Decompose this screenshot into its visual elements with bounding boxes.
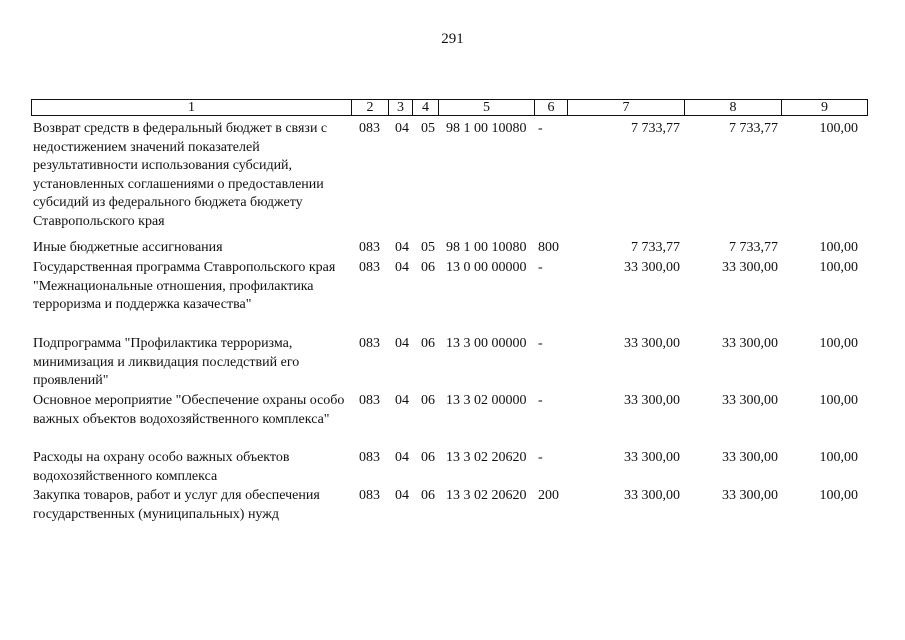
- col-6-value: 200: [538, 488, 559, 503]
- col-9-value: 100,00: [819, 393, 858, 408]
- col-8-value: 33 300,00: [722, 393, 778, 408]
- col-5-value: 13 3 02 00000: [446, 393, 527, 408]
- table-header: [31, 99, 868, 116]
- col-7-value: 7 733,77: [631, 240, 680, 255]
- col-9-value: 100,00: [819, 240, 858, 255]
- col-8-value: 33 300,00: [722, 450, 778, 465]
- row-description: Иные бюджетные ассигнования: [33, 240, 223, 255]
- col-5-value: 13 3 00 00000: [446, 336, 527, 351]
- col-9-value: 100,00: [819, 450, 858, 465]
- row-description: Закупка товаров, работ и услуг для обеспечения государственных (муниципальных) нужд: [33, 488, 320, 522]
- col-4-value: 06: [421, 336, 435, 351]
- col-2-value: 083: [359, 450, 380, 465]
- col-9-value: 100,00: [819, 336, 858, 351]
- col-9-value: 100,00: [819, 121, 858, 136]
- col-9-value: 100,00: [819, 260, 858, 275]
- col-3-value: 04: [395, 260, 409, 275]
- col-8-value: 33 300,00: [722, 488, 778, 503]
- col-2-value: 083: [359, 240, 380, 255]
- col-2-value: 083: [359, 488, 380, 503]
- col-4-value: 06: [421, 450, 435, 465]
- col-6-value: -: [538, 393, 543, 408]
- col-2-value: 083: [359, 121, 380, 136]
- row-description: Основное мероприятие "Обеспечение охраны особо важных объектов водохозяйственного комплекса": [33, 393, 345, 427]
- col-3-value: 04: [395, 121, 409, 136]
- col-3-value: 04: [395, 450, 409, 465]
- col-2-value: 083: [359, 393, 380, 408]
- page-number: 291: [441, 31, 464, 47]
- col-4-value: 05: [421, 240, 435, 255]
- row-description: Государственная программа Ставропольского края "Межнациональные отношения, профилактика терроризма и поддержка казачества": [33, 260, 336, 312]
- header-col-4: 4: [413, 100, 439, 115]
- col-8-value: 33 300,00: [722, 260, 778, 275]
- col-7-value: 33 300,00: [624, 260, 680, 275]
- col-3-value: 04: [395, 336, 409, 351]
- header-col-5: 5: [439, 100, 535, 115]
- col-9-value: 100,00: [819, 488, 858, 503]
- row-description: Подпрограмма "Профилактика терроризма, минимизация и ликвидация последствий его проявлений": [33, 336, 300, 388]
- col-6-value: -: [538, 121, 543, 136]
- col-6-value: -: [538, 450, 543, 465]
- row-description: Расходы на охрану особо важных объектов водохозяйственного комплекса: [33, 450, 290, 484]
- col-5-value: 98 1 00 10080: [446, 240, 527, 255]
- col-4-value: 06: [421, 488, 435, 503]
- col-6-value: -: [538, 260, 543, 275]
- col-8-value: 33 300,00: [722, 336, 778, 351]
- col-3-value: 04: [395, 393, 409, 408]
- col-8-value: 7 733,77: [729, 240, 778, 255]
- header-col-7: 7: [568, 100, 685, 115]
- col-7-value: 33 300,00: [624, 488, 680, 503]
- header-col-8: 8: [685, 100, 782, 115]
- col-8-value: 7 733,77: [729, 121, 778, 136]
- col-3-value: 04: [395, 240, 409, 255]
- col-6-value: 800: [538, 240, 559, 255]
- col-7-value: 33 300,00: [624, 450, 680, 465]
- header-col-6: 6: [535, 100, 568, 115]
- col-2-value: 083: [359, 260, 380, 275]
- col-6-value: -: [538, 336, 543, 351]
- col-3-value: 04: [395, 488, 409, 503]
- row-description: Возврат средств в федеральный бюджет в связи с недостижением значений показателей результативности использования субсидий, установленных соглашениями о предоставлении субсидий из федерального бюджета бюджету Ставропольского края: [33, 121, 328, 229]
- col-7-value: 33 300,00: [624, 336, 680, 351]
- header-col-9: 9: [821, 100, 828, 115]
- col-5-value: 13 3 02 20620: [446, 488, 527, 503]
- col-5-value: 98 1 00 10080: [446, 121, 527, 136]
- header-col-3: 3: [389, 100, 413, 115]
- col-5-value: 13 0 00 00000: [446, 260, 527, 275]
- col-4-value: 06: [421, 393, 435, 408]
- col-5-value: 13 3 02 20620: [446, 450, 527, 465]
- col-7-value: 7 733,77: [631, 121, 680, 136]
- col-2-value: 083: [359, 336, 380, 351]
- col-4-value: 05: [421, 121, 435, 136]
- col-4-value: 06: [421, 260, 435, 275]
- header-col-2: 2: [352, 100, 389, 115]
- header-col-1: 1: [32, 100, 352, 115]
- col-7-value: 33 300,00: [624, 393, 680, 408]
